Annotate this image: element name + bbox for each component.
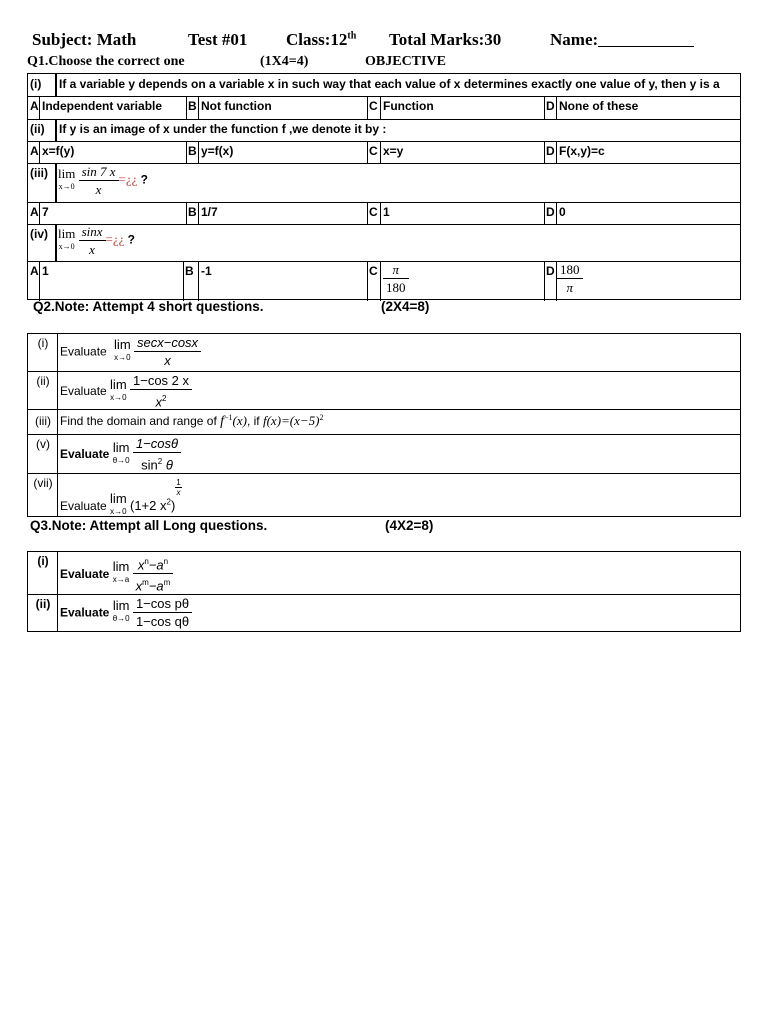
q1-iv-expression: lim x→0 $\frac{\sin x}{x}$ =¿¿ ?: [58, 224, 136, 257]
option-text: 1/7: [201, 205, 218, 219]
row-number: (i): [37, 554, 49, 568]
option-letter: B: [188, 99, 197, 113]
option-text: Independent variable: [42, 99, 163, 113]
q1-iii-number: (iii): [30, 166, 48, 180]
option-letter: D: [546, 264, 555, 278]
q1-marks: (1X4=4): [260, 54, 309, 69]
option-text: 7: [42, 205, 49, 219]
row-number: (ii): [36, 374, 50, 388]
q1-mcq-table: [27, 73, 741, 300]
option-letter: A: [30, 144, 39, 158]
name-field: Name:: [550, 30, 694, 50]
option-text: 1: [383, 205, 390, 219]
q1-type: OBJECTIVE: [365, 54, 446, 69]
option-fraction: $\frac{180}{\pi}$: [557, 262, 583, 295]
q3-title: Q3.Note: Attempt all Long questions.: [30, 518, 268, 533]
q1-iii-expression: lim x→0 $\frac{\sin 7 x}{x}$ =¿¿ ?: [58, 164, 149, 197]
table-row: [28, 334, 740, 371]
table-row: [28, 552, 740, 594]
q3-marks: (4X2=8): [385, 518, 434, 533]
q1-ii-text: If y is an image of x under the function f ,we denote it by :: [59, 122, 387, 136]
option-letter: D: [546, 205, 555, 219]
q3-table: [27, 551, 741, 632]
subject-label: Subject: Math: [32, 30, 137, 49]
q2-marks: (2X4=8): [381, 299, 430, 314]
q2-ii-expression: Evaluate lim x→0 $\frac{1-\cos 2 x}{x^2}$: [60, 373, 192, 409]
q1-iv-number: (iv): [30, 227, 48, 241]
option-letter: A: [30, 99, 39, 113]
table-row: [28, 434, 740, 474]
option-letter: C: [369, 205, 378, 219]
row-number: (iii): [35, 414, 51, 428]
q2-i-expression: Evaluate lim x→0 $\frac{\sec x-\cos x}{x}$: [60, 335, 201, 368]
test-label: Test #01: [188, 30, 248, 49]
q3-ii-expression: Evaluate lim θ→0 $\frac{\text{1−cos pθ}}{\text{1−cos qθ}}$: [60, 596, 192, 629]
option-letter: C: [369, 99, 378, 113]
option-text: Not function: [201, 99, 272, 113]
option-text: 1: [42, 264, 49, 278]
table-row: [28, 473, 740, 519]
row-number: (i): [37, 336, 49, 350]
q1-i-number: (i): [30, 77, 42, 91]
option-letter: A: [30, 205, 39, 219]
table-row: [28, 371, 740, 410]
option-letter: A: [30, 264, 39, 278]
option-text: y=f(x): [201, 144, 234, 158]
option-text: None of these: [559, 99, 639, 113]
option-text: x=y: [383, 144, 404, 158]
q2-vii-expression: Evaluate lim x→0 (1+2 $x^2$) $\frac{1}{x}$: [60, 478, 181, 517]
option-letter: C: [369, 144, 378, 158]
option-letter: B: [188, 144, 197, 158]
row-number: (ii): [35, 597, 51, 611]
option-text: 0: [559, 205, 566, 219]
table-row: [28, 409, 740, 435]
q2-title: Q2.Note: Attempt 4 short questions.: [33, 299, 264, 314]
q1-ii-number: (ii): [30, 122, 45, 136]
q2-v-expression: Evaluate lim θ→0 $\frac{1-\cos\theta}{\sin^2 \theta}$: [60, 436, 181, 472]
table-row: [28, 594, 740, 632]
row-number: (v): [36, 437, 50, 451]
row-number: (vii): [33, 476, 53, 490]
option-text: F(x,y)=c: [559, 144, 605, 158]
q2-table: [27, 333, 741, 517]
option-fraction: $\frac{\pi}{180}$: [383, 262, 409, 295]
q2-iii-text: Find the domain and range of $f^{-1}(x)$, if $f(x)=(x-5)^2$: [60, 413, 324, 429]
class-label: Class:12th: [286, 30, 357, 49]
option-letter: C: [369, 264, 378, 278]
q1-i-text: If a variable y depends on a variable x in such way that each value of x determines exactly one value of y, then y is a: [59, 77, 720, 91]
option-text: x=f(y): [42, 144, 75, 158]
q3-i-expression: Evaluate lim x→a $\frac{x^n-a^n}{x^m-a^m}$: [60, 554, 173, 594]
name-blank-line: [598, 32, 694, 47]
option-text: Function: [383, 99, 434, 113]
q1-title: Q1.Choose the correct one: [27, 54, 185, 69]
option-letter: B: [188, 205, 197, 219]
option-text: -1: [201, 264, 212, 278]
option-letter: D: [546, 99, 555, 113]
option-letter: B: [185, 264, 194, 278]
total-marks-label: Total Marks:30: [389, 30, 502, 49]
option-letter: D: [546, 144, 555, 158]
